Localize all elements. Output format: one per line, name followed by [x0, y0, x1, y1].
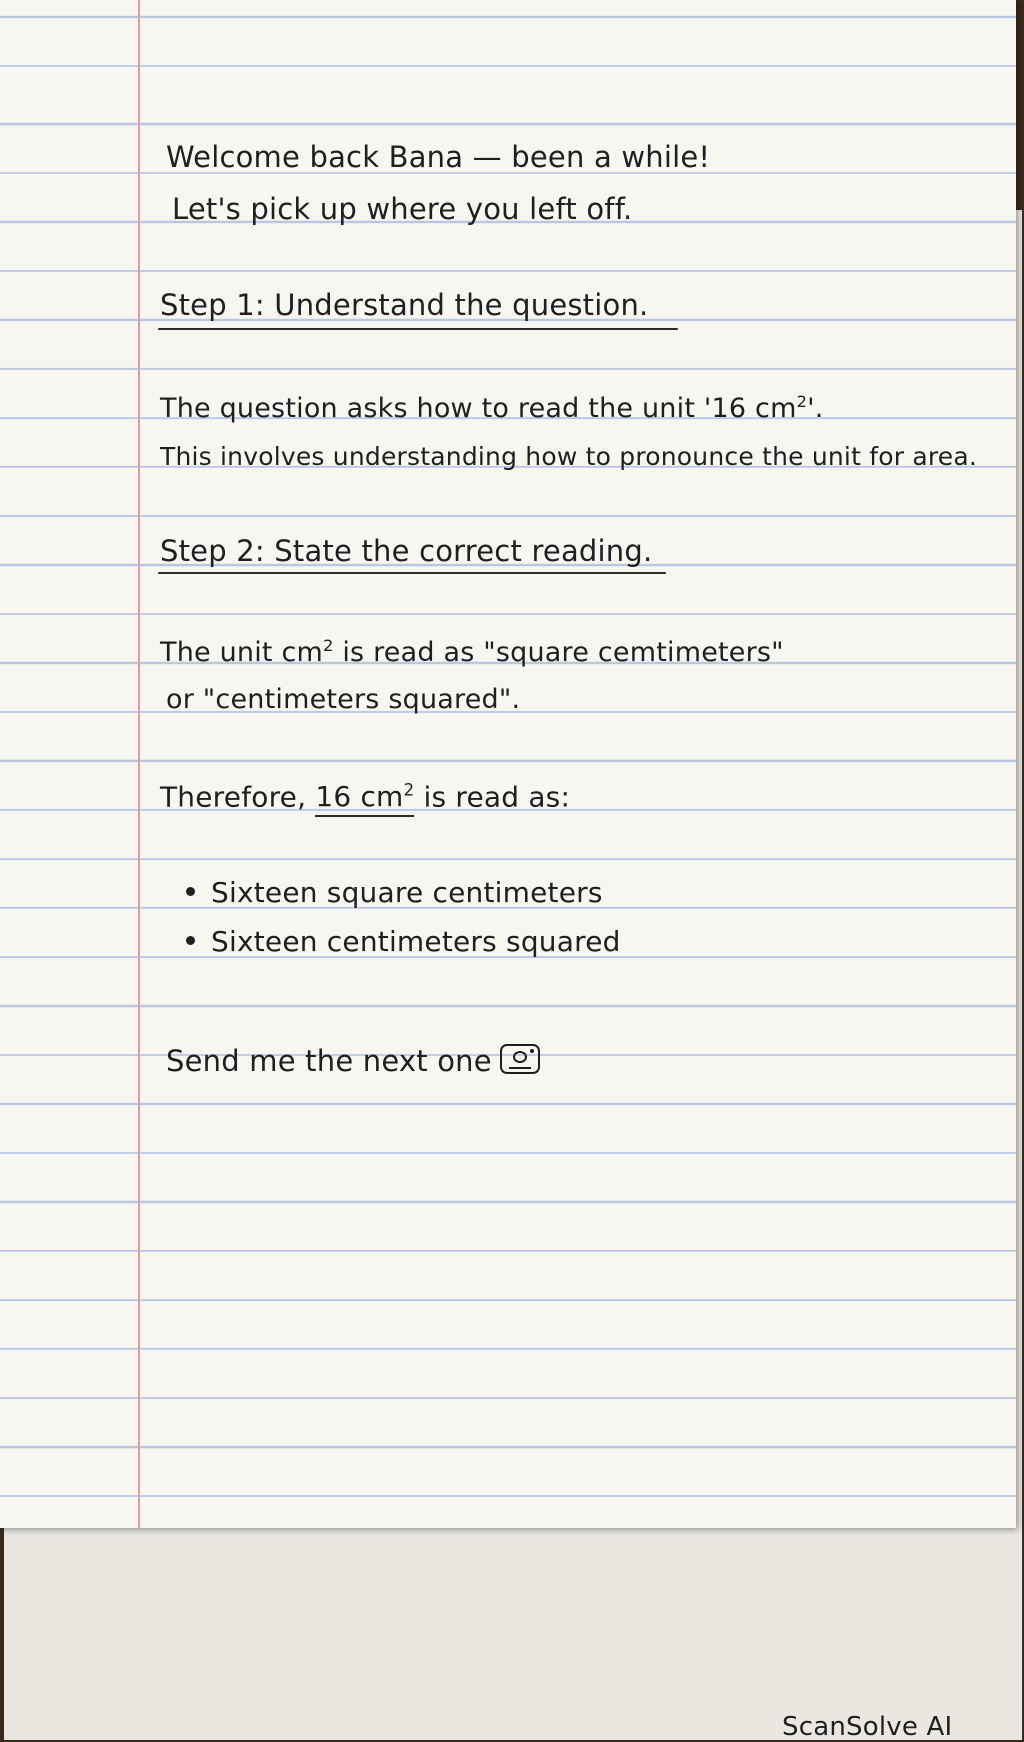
- step-2-text-post: is read as "square cemtimeters": [333, 637, 784, 668]
- list-item: [186, 876, 603, 909]
- step-1-heading: Step 1: Understand the question.: [160, 288, 649, 322]
- bullet-icon: [186, 887, 195, 896]
- superscript: 2: [403, 780, 415, 800]
- step-2-heading: Step 2: State the correct reading.: [160, 534, 653, 568]
- list-item: [186, 925, 621, 958]
- answer-text: Sixteen centimeters squared: [211, 925, 621, 958]
- therefore-value-text: 16 cm: [315, 780, 404, 814]
- superscript: 2: [796, 392, 808, 411]
- therefore-value: [315, 780, 414, 817]
- step-2-paragraph-line-1: [160, 636, 784, 668]
- greeting-line-2: Let's pick up where you left off.: [172, 192, 633, 226]
- camera-flash: [530, 1049, 534, 1053]
- camera-base: [509, 1067, 531, 1069]
- send-next-text: Send me the next one: [166, 1044, 492, 1078]
- therefore-suffix: is read as:: [414, 780, 571, 814]
- step-2-paragraph-line-2: or "centimeters squared".: [166, 684, 521, 715]
- therefore-prefix: Therefore,: [160, 780, 316, 814]
- bullet-icon: [186, 936, 195, 945]
- step-1-paragraph-line-2: This involves understanding how to pronounce the unit for area.: [160, 442, 978, 471]
- step-1-text-post: '.: [807, 393, 824, 424]
- step-1-underline: [158, 328, 678, 330]
- step-2-text-pre: The unit cm: [160, 637, 324, 668]
- superscript: 2: [323, 636, 334, 655]
- camera-lens: [513, 1051, 527, 1063]
- answer-text: Sixteen square centimeters: [211, 876, 603, 909]
- step-2-underline: [158, 572, 666, 574]
- send-next-prompt[interactable]: [166, 1044, 540, 1078]
- therefore-line: [160, 780, 570, 813]
- step-1-paragraph-line-1: [160, 392, 824, 424]
- margin-line: [138, 0, 140, 1528]
- camera-icon[interactable]: [500, 1044, 540, 1074]
- greeting-line-1: Welcome back Bana — been a while!: [166, 140, 711, 174]
- brand-logo-text: ScanSolve AI: [782, 1712, 953, 1742]
- step-1-text-pre: The question asks how to read the unit '16 cm: [160, 393, 797, 424]
